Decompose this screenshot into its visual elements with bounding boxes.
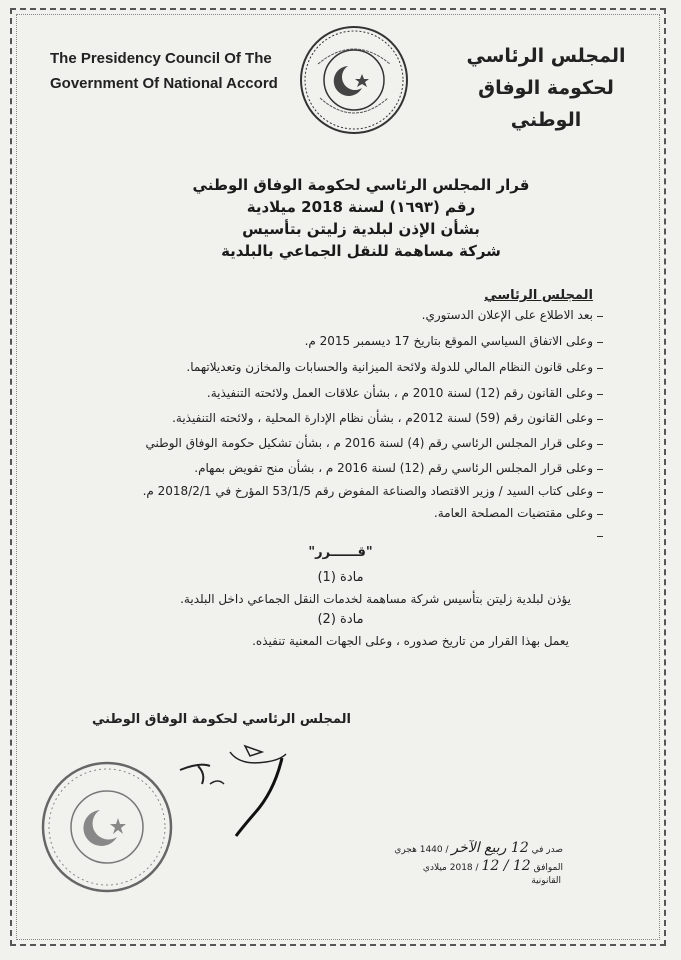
- header-arabic-line2: لحكومة الوفاق الوطني: [478, 77, 614, 131]
- preamble-item: وعلى كتاب السيد / وزير الاقتصاد والصناعة المفوض رقم 53/1/5 المؤرخ في 2018/2/1 م.: [142, 484, 593, 498]
- bullet-dash: [597, 316, 603, 317]
- bullet-dash: [597, 368, 603, 369]
- footer-corr-label: الموافق: [533, 863, 563, 873]
- bullet-dash: [597, 514, 603, 515]
- decision-word: "قــــــرر": [308, 545, 373, 560]
- preamble-item: وعلى قانون النظام المالي للدولة ولائحة الميزانية والحسابات والمخازن وتعديلاتهما.: [186, 360, 593, 374]
- header-arabic-line1: المجلس الرئاسي: [466, 45, 626, 67]
- footer-corr-year: / 2018 ميلادي: [422, 863, 479, 873]
- decision-number: رقم (١٦٩٣) لسنة 2018 ميلادية: [246, 198, 476, 216]
- header-english: [50, 46, 278, 96]
- article1-heading: مادة (1): [317, 570, 364, 585]
- footer-corresponding: [423, 858, 563, 874]
- preamble-item: وعلى القانون رقم (12) لسنة 2010 م ، بشأن علاقات العمل ولائحته التنفيذية.: [206, 386, 593, 400]
- crescent-star-seal-icon: [298, 24, 410, 136]
- footer-issued-year: / 1440 هجري: [394, 845, 449, 855]
- bullet-dash: [597, 492, 603, 493]
- article2-text: يعمل بهذا القرار من تاريخ صدوره ، وعلى الجهات المعنية تنفيذه.: [252, 634, 569, 648]
- preamble-item: بعد الاطلاع على الإعلان الدستوري.: [421, 308, 593, 322]
- signatory: المجلس الرئاسي لحكومة الوفاق الوطني: [92, 712, 351, 727]
- footer-issued-label: صدر في: [531, 845, 563, 855]
- bullet-dash: [597, 419, 603, 420]
- footer-issued-hand: 12 ربيع الآخر: [451, 840, 529, 856]
- header-english-line2: Government Of National Accord: [50, 75, 278, 92]
- preamble-item: وعلى قرار المجلس الرئاسي رقم (4) لسنة 2016 م ، بشأن تشكيل حكومة الوفاق الوطني: [145, 436, 593, 450]
- footer-corr-hand: 12 / 12: [481, 858, 531, 874]
- bullet-dash: [597, 536, 603, 537]
- bullet-dash: [597, 469, 603, 470]
- preamble-item: وعلى الاتفاق السياسي الموقع بتاريخ 17 ديسمبر 2015 م.: [304, 334, 593, 348]
- signature-mark: [170, 732, 310, 842]
- preamble-item: وعلى مقتضيات المصلحة العامة.: [433, 506, 593, 520]
- preamble-item: وعلى قرار المجلس الرئاسي رقم (12) لسنة 2016 م ، بشأن منح تفويض بمهام.: [194, 461, 593, 475]
- decision-title: قرار المجلس الرئاسي لحكومة الوفاق الوطني: [192, 176, 530, 194]
- footer-legal: القانونية: [531, 876, 561, 886]
- preamble-item: وعلى القانون رقم (59) لسنة 2012م ، بشأن نظام الإدارة المحلية ، ولائحته التنفيذية.: [172, 411, 593, 425]
- article1-text: يؤذن لبلدية زليتن بتأسيس شركة مساهمة لخدمات النقل الجماعي داخل البلدية.: [180, 592, 571, 606]
- article2-heading: مادة (2): [317, 612, 364, 627]
- header-arabic: [441, 40, 651, 136]
- bullet-dash: [597, 444, 603, 445]
- bullet-dash: [597, 342, 603, 343]
- decision-subject-line1: بشأن الإذن لبلدية زليتن بتأسيس: [242, 220, 480, 238]
- bullet-dash: [597, 394, 603, 395]
- header-english-line1: The Presidency Council Of The: [50, 50, 272, 67]
- council-heading: المجلس الرئاسي: [484, 288, 593, 303]
- stamp-seal-icon: [38, 758, 176, 896]
- decision-subject-line2: شركة مساهمة للنقل الجماعي بالبلدية: [221, 242, 501, 260]
- footer-issued: [394, 840, 563, 856]
